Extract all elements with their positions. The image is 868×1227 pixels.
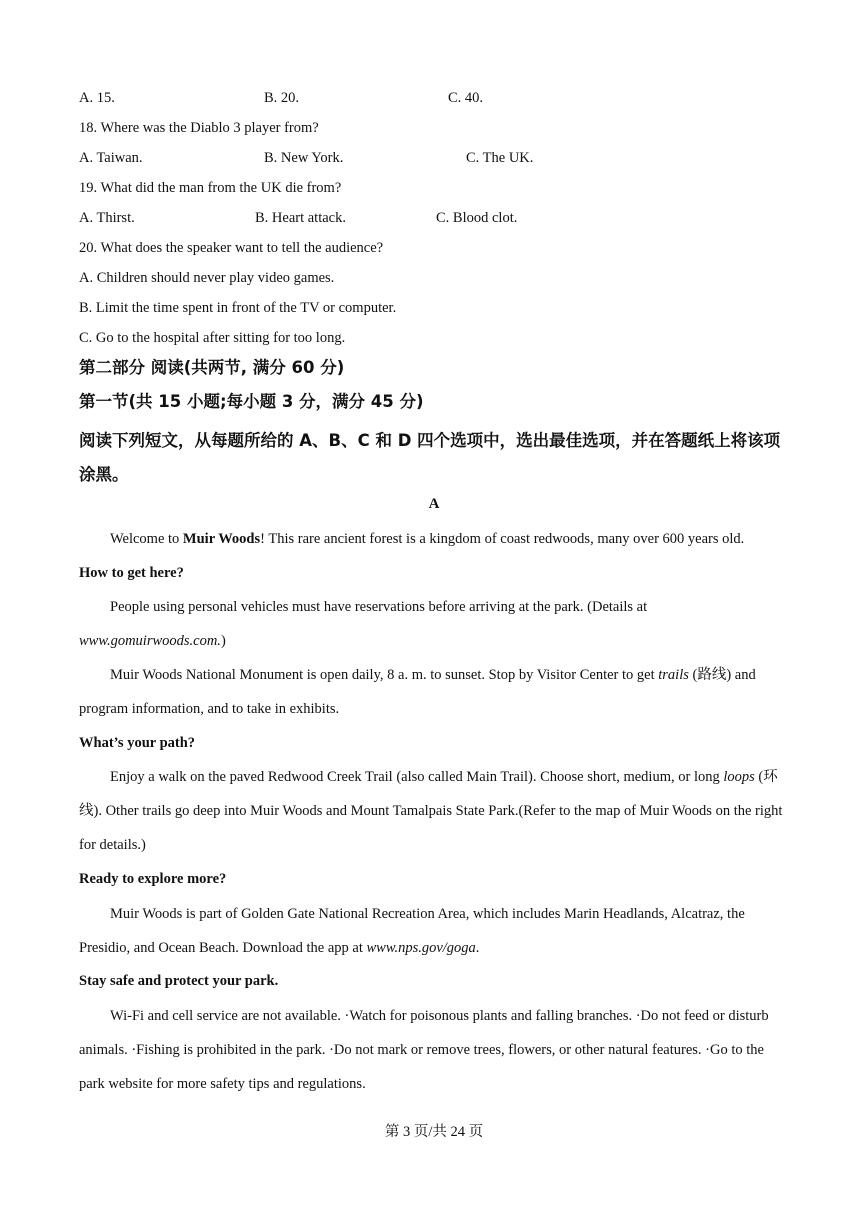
q19-option-a: A. Thirst. (79, 210, 135, 226)
passage-label: A (428, 496, 440, 512)
p4-text-pre: Muir Woods is part of Golden Gate National Recreation Area, which includes Marin Headlands, Alcatraz, the Presidio, and Ocean Beach. Download the app at (79, 906, 745, 956)
p1-close: ) (220, 633, 226, 649)
paragraph-hours (79, 658, 791, 726)
section-instruction: 阅读下列短文，从每题所给的 A、B、C 和 D 四个选项中，选出最佳选项，并在答题纸上将该项涂黑。 (79, 431, 781, 484)
paragraph-safety-rules: Wi-Fi and cell service are not available. ·Watch for poisonous plants and falling branches. ·Do not feed or disturb animals. ·Fishing is prohibited in the park. ·Do not mark or remove trees, flowers, or other natural features. ·Go to the park website for more safety tips and regulations. (79, 1008, 769, 1092)
q19-option-b: B. Heart attack. (255, 210, 346, 226)
loops-term: loops (723, 769, 755, 785)
nps-link[interactable]: www.nps.gov/goga (366, 940, 476, 956)
page-number: 第 3 页/共 24 页 (384, 1124, 484, 1140)
p3-text-pre: Enjoy a walk on the paved Redwood Creek Trail (also called Main Trail). Choose short, medium, or long (110, 769, 724, 785)
part-title: 第二部分 阅读(共两节, 满分 60 分) (79, 358, 345, 377)
q20-question: 20. What does the speaker want to tell the audience? (79, 240, 384, 256)
q18-option-c: C. The UK. (466, 150, 534, 166)
intro-text-pre: Welcome to (110, 531, 183, 547)
q20-option-a: A. Children should never play video games. (79, 270, 335, 286)
heading-stay-safe: Stay safe and protect your park. (79, 973, 279, 989)
paragraph-reservations (79, 590, 791, 658)
q17-option-b: B. 20. (264, 90, 300, 106)
paragraph-recreation-area (79, 897, 791, 965)
p4-text-post: . (475, 940, 480, 956)
q20-option-b: B. Limit the time spent in front of the TV or computer. (79, 300, 397, 316)
q17-option-c: C. 40. (448, 90, 484, 106)
intro-text-post: ! This rare ancient forest is a kingdom of coast redwoods, many over 600 years old. (260, 531, 745, 547)
q18-option-a: A. Taiwan. (79, 150, 143, 166)
q19-question: 19. What did the man from the UK die from? (79, 180, 342, 196)
paragraph-trails (79, 760, 791, 862)
heading-explore-more: Ready to explore more? (79, 871, 227, 887)
p2-text-pre: Muir Woods National Monument is open daily, 8 a. m. to sunset. Stop by Visitor Center to get (110, 667, 659, 683)
q18-question: 18. Where was the Diablo 3 player from? (79, 120, 319, 136)
q20-option-c: C. Go to the hospital after sitting for too long. (79, 330, 346, 346)
heading-how-to-get-here: How to get here? (79, 565, 184, 581)
p3-text-post: (环线). Other trails go deep into Muir Woods and Mount Tamalpais State Park.(Refer to the map of Muir Woods on the right for details.) (79, 769, 783, 853)
heading-whats-your-path: What’s your path? (79, 735, 196, 751)
p2-text-post: (路线) and program information, and to take in exhibits. (79, 667, 756, 717)
q18-option-b: B. New York. (264, 150, 344, 166)
p1-text: People using personal vehicles must have reservations before arriving at the park. (Details at (110, 599, 648, 615)
q19-option-c: C. Blood clot. (436, 210, 518, 226)
gomuirwoods-link[interactable]: www.gomuirwoods.com. (79, 633, 221, 649)
q17-option-a: A. 15. (79, 90, 115, 106)
passage-intro (79, 522, 791, 556)
muir-woods-name: Muir Woods (182, 531, 261, 547)
trails-term: trails (658, 667, 689, 683)
section-title: 第一节(共 15 小题;每小题 3 分，满分 45 分) (79, 392, 424, 411)
